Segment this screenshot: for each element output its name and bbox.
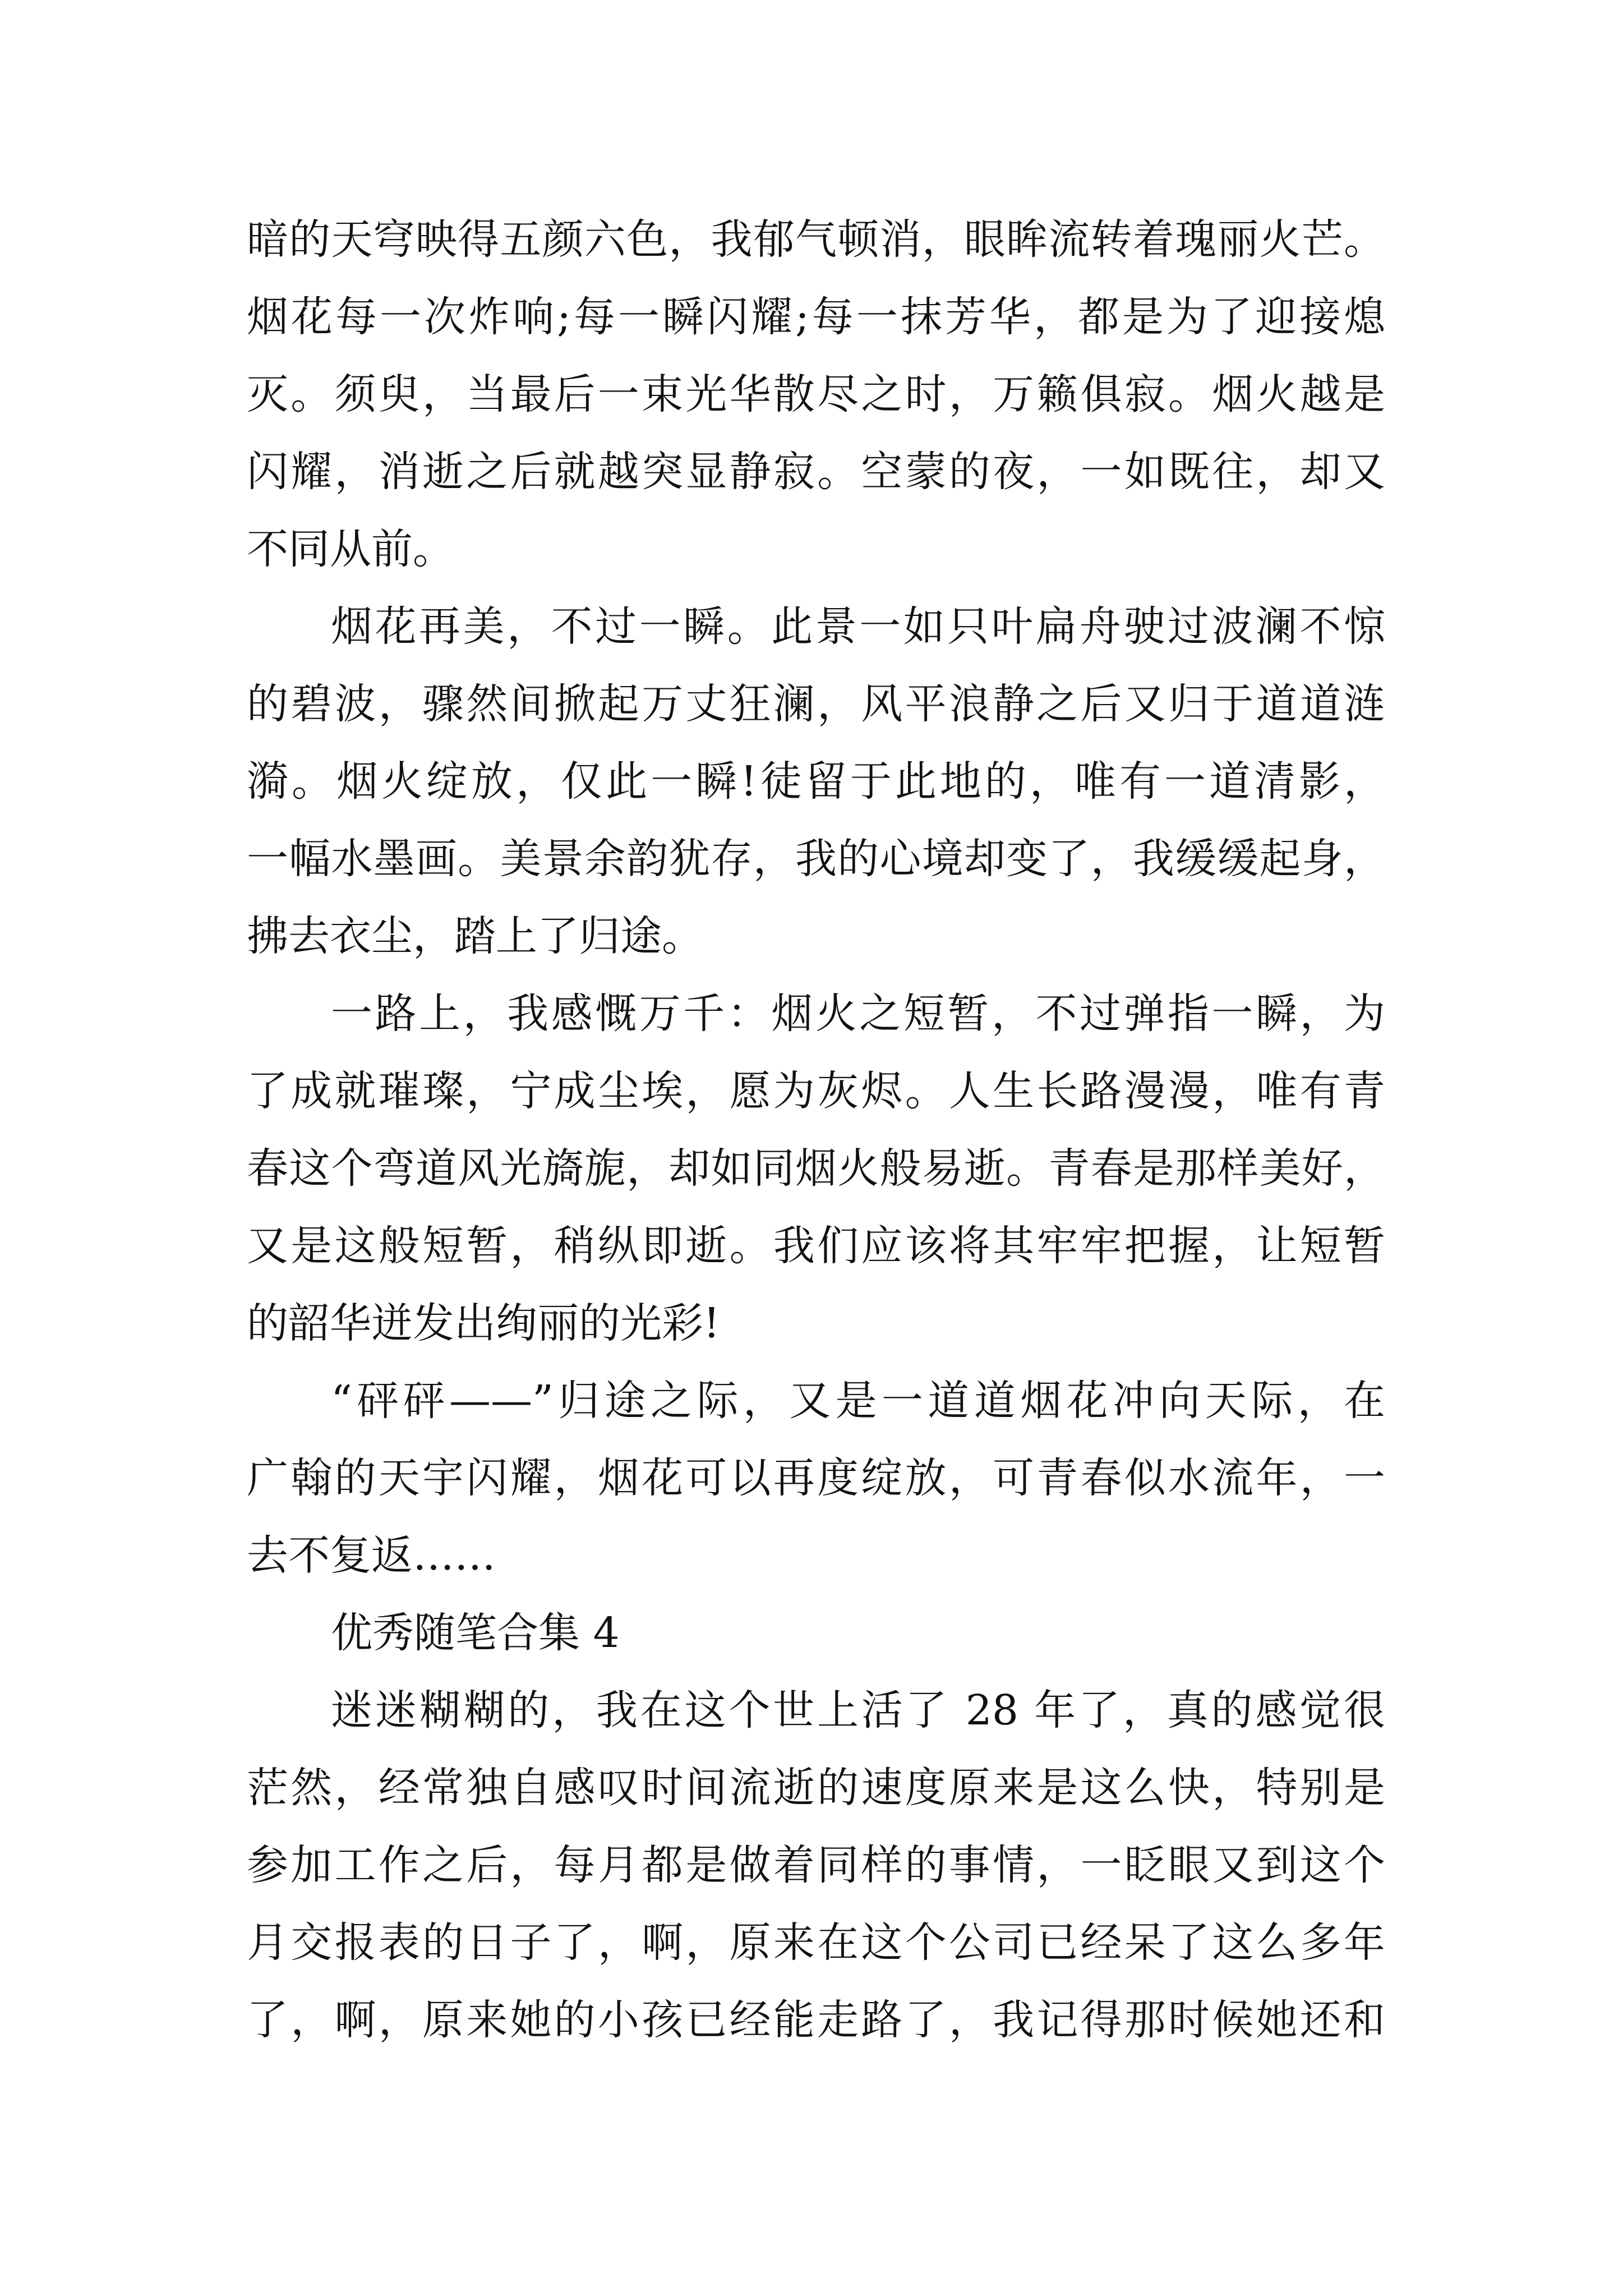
text-line: 一幅水墨画。美景余韵犹存，我的心境却变了，我缓缓起身， [247, 835, 1385, 883]
text-line: 暗的天穹映得五颜六色，我郁气顿消，眼眸流转着瑰丽火芒。 [247, 215, 1385, 264]
text-line: 又是这般短暂，稍纵即逝。我们应该将其牢牢把握，让短暂 [247, 1222, 1385, 1270]
text-line: 的韶华迸发出绚丽的光彩! [247, 1299, 720, 1347]
text-line: 烟花每一次炸响;每一瞬闪耀;每一抹芳华，都是为了迎接熄 [247, 293, 1385, 341]
paragraph-first-line: 迷迷糊糊的，我在这个世上活了 28 年了，真的感觉很 [331, 1686, 1385, 1734]
text-line: 拂去衣尘，踏上了归途。 [247, 912, 703, 960]
text-line: 了成就璀璨，宁成尘埃，愿为灰烬。人生长路漫漫，唯有青 [247, 1067, 1385, 1115]
text-line: 去不复返…… [247, 1531, 496, 1580]
text-line: 广翰的天宇闪耀，烟花可以再度绽放，可青春似水流年，一 [247, 1454, 1385, 1502]
text-line: 春这个弯道风光旖旎，却如同烟火般易逝。青春是那样美好， [247, 1144, 1385, 1193]
text-line: 灭。须臾，当最后一束光华散尽之时，万籁俱寂。烟火越是 [247, 370, 1385, 418]
text-line: 闪耀，消逝之后就越突显静寂。空蒙的夜，一如既往，却又 [247, 448, 1385, 496]
text-line: 月交报表的日子了，啊，原来在这个公司已经呆了这么多年 [247, 1918, 1385, 1967]
section-heading: 优秀随笔合集 4 [331, 1609, 620, 1657]
text-line: 了，啊，原来她的小孩已经能走路了，我记得那时候她还和 [247, 1996, 1385, 2044]
paragraph-first-line: “砰砰——”归途之际，又是一道道烟花冲向天际，在 [331, 1377, 1385, 1425]
text-line: 不同从前。 [247, 525, 454, 573]
text-line: 漪。烟火绽放，仅此一瞬!徒留于此地的，唯有一道清影， [247, 757, 1385, 806]
paragraph-first-line: 烟花再美，不过一瞬。此景一如只叶扁舟驶过波澜不惊 [331, 602, 1385, 651]
text-line: 的碧波，骤然间掀起万丈狂澜，风平浪静之后又归于道道涟 [247, 680, 1385, 728]
text-line: 参加工作之后，每月都是做着同样的事情，一眨眼又到这个 [247, 1841, 1385, 1889]
text-line: 茫然，经常独自感叹时间流逝的速度原来是这么快，特别是 [247, 1764, 1385, 1812]
paragraph-first-line: 一路上，我感慨万千：烟火之短暂，不过弹指一瞬，为 [331, 990, 1385, 1038]
document-body [247, 201, 1385, 2059]
